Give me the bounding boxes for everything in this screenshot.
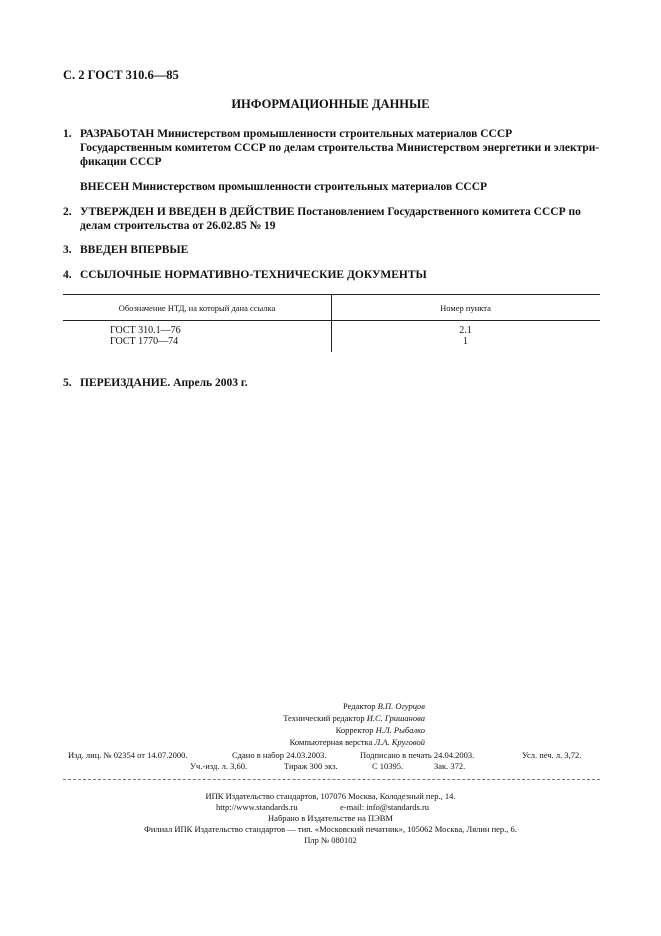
table-cell-clause: 1 [463,336,468,347]
section-2-line-1: УТВЕРЖДЕН И ВВЕДЕН В ДЕЙСТВИЕ Постановлением Государственного комитета СССР по [80,206,581,218]
credit-proofreader [200,724,425,736]
publisher-line-3: Набрано в Издательстве на ПЭВМ [268,813,393,823]
section-2-number: 2. [63,206,72,218]
section-5-number: 5. [63,377,72,389]
section-3 [63,243,188,257]
credit-layout-label: Компьютерная верстка [289,737,373,747]
print-order: Зак. 372. [434,761,466,771]
print-c-number: С 10395. [372,761,404,771]
publisher-line-4: Филиал ИПК Издательство стандартов — тип. «Московский печатник», 105062 Москва, Лялин пер., 6. [144,824,517,834]
credit-tech-editor-name: И.С. Гришанова [366,713,425,723]
section-1-line-1: РАЗРАБОТАН Министерством промышленности строительных материалов СССР [80,128,513,140]
section-1-introduced: ВНЕСЕН Министерством промышленности строительных материалов СССР [80,181,488,193]
section-1 [63,127,599,169]
print-pub-sheets: Уч.-изд. л. 3,60. [190,761,248,771]
print-sent: Сдано в набор 24.03.2003. [232,750,327,760]
document-title: ИНФОРМАЦИОННЫЕ ДАННЫЕ [231,97,430,111]
publisher-line-5: Плр № 080102 [304,835,357,845]
table-header-clause: Номер пункта [440,303,491,313]
credit-proofreader-name: Н.Л. Рыбалко [375,725,425,735]
print-sheets: Усл. печ. л. 3,72. [522,750,582,760]
credits-block [200,700,425,748]
section-4-text: ССЫЛОЧНЫЕ НОРМАТИВНО-ТЕХНИЧЕСКИЕ ДОКУМЕНТЫ [80,269,427,281]
credit-layout [200,736,425,748]
credit-editor-label: Редактор [343,701,376,711]
credit-tech-editor [200,712,425,724]
page-header: С. 2 ГОСТ 310.6—85 [63,68,179,82]
credit-editor [200,700,425,712]
credit-layout-name: Л.А. Круговой [374,737,425,747]
section-4-number: 4. [63,269,72,281]
table-cell-document: ГОСТ 310.1—76 [110,325,181,336]
section-5 [63,376,248,390]
publisher-email: e-mail: info@standards.ru [340,802,430,812]
dotted-divider [63,779,600,780]
credit-editor-name: В.П. Огурцов [377,701,425,711]
section-3-number: 3. [63,244,72,256]
publisher-web: http://www.standards.ru [216,802,298,812]
section-4 [63,268,427,282]
table-cell-clause: 2.1 [459,325,472,336]
section-5-text: ПЕРЕИЗДАНИЕ. Апрель 2003 г. [80,377,248,389]
print-run: Тираж 300 экз. [284,761,338,771]
section-3-text: ВВЕДЕН ВПЕРВЫЕ [80,244,189,256]
credit-tech-editor-label: Технический редактор [283,713,365,723]
section-2-line-2: делам строительства от 26.02.85 № 19 [80,220,276,232]
section-1-number: 1. [63,128,72,140]
publisher-line-1: ИПК Издательство стандартов, 107076 Москва, Колодезный пер., 14. [205,791,456,801]
credit-proofreader-label: Корректор [335,725,374,735]
print-license: Изд. лиц. № 02354 от 14.07.2000. [68,750,188,760]
section-1-line-2: Государственным комитетом СССР по делам строительства Министерством энергетики и электри- [80,142,600,154]
table-cell-document: ГОСТ 1770—74 [110,336,179,347]
print-signed: Подписано в печать 24.04.2003. [360,750,475,760]
section-1-line-3: фикации СССР [80,156,162,168]
table-header-document: Обозначение НТД, на который дана ссылка [118,303,276,313]
section-2 [63,205,581,233]
